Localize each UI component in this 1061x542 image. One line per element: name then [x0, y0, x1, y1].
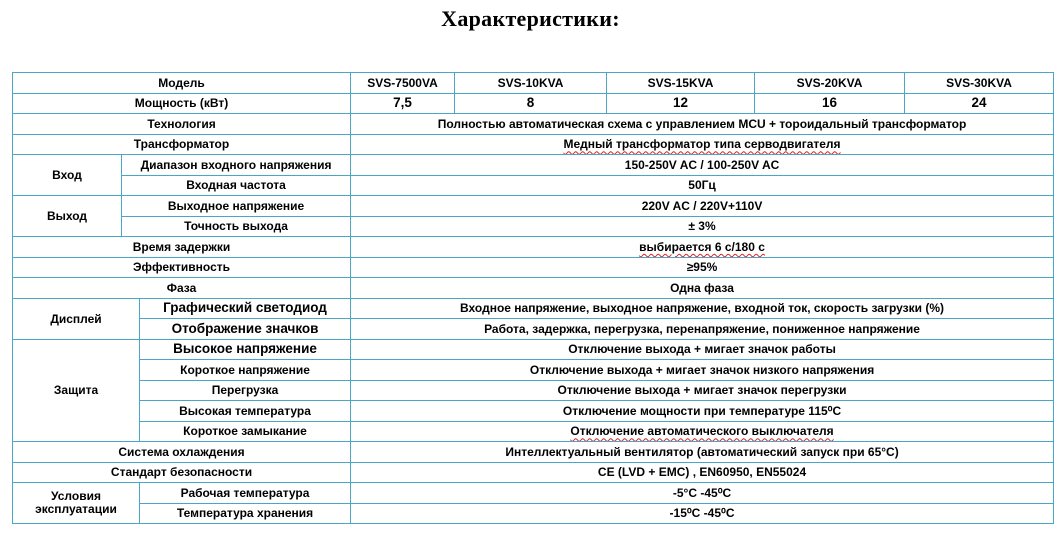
power-cell: 12 [607, 93, 755, 114]
output-voltage-label: Выходное напряжение [122, 196, 351, 217]
display-icons-label: Отображение значков [140, 319, 351, 340]
table-row [13, 462, 1054, 483]
model-cell: SVS-15KVA [607, 73, 755, 94]
protection-overload-value: Отключение выхода + мигает значок перегрузки [351, 380, 1054, 401]
table-row [13, 93, 1054, 114]
conditions-group-label: Условия эксплуатации [13, 483, 140, 524]
cooling-value: Интеллектуальный вентилятор (автоматический запуск при 65°C) [351, 442, 1054, 463]
conditions-work-temp-value: -5°C -45⁰C [351, 483, 1054, 504]
table-row [13, 319, 1054, 340]
display-icons-value: Работа, задержка, перегрузка, перенапряжение, пониженное напряжение [351, 319, 1054, 340]
protection-short-voltage-value: Отключение выхода + мигает значок низкого напряжения [351, 360, 1054, 381]
phase-value: Одна фаза [351, 278, 1054, 299]
safety-label: Стандарт безопасности [13, 462, 351, 483]
delay-label: Время задержки [13, 237, 351, 258]
model-cell: SVS-20KVA [755, 73, 905, 94]
output-group-label: Выход [13, 196, 122, 237]
power-label: Мощность (кВт) [13, 93, 351, 114]
table-row [13, 196, 1054, 217]
protection-short-circuit-label: Короткое замыкание [140, 421, 351, 442]
model-label: Модель [13, 73, 351, 94]
protection-high-voltage-label: Высокое напряжение [140, 339, 351, 360]
display-group-label: Дисплей [13, 298, 140, 339]
transformer-label: Трансформатор [13, 134, 351, 155]
table-row [13, 175, 1054, 196]
protection-high-temp-value: Отключение мощности при температуре 115⁰C [351, 401, 1054, 422]
table-row [13, 380, 1054, 401]
power-cell: 24 [905, 93, 1054, 114]
table-row [13, 401, 1054, 422]
table-row [13, 483, 1054, 504]
transformer-value-text: Медный трансформатор типа серводвигателя [563, 137, 841, 152]
cooling-label: Система охлаждения [13, 442, 351, 463]
efficiency-label: Эффективность [13, 257, 351, 278]
technology-label: Технология [13, 114, 351, 135]
delay-value [351, 237, 1054, 258]
table-row [13, 134, 1054, 155]
spec-table [12, 72, 1054, 524]
table-row [13, 339, 1054, 360]
model-cell: SVS-7500VA [351, 73, 455, 94]
display-led-label: Графический светодиод [140, 298, 351, 319]
transformer-value [351, 134, 1054, 155]
technology-value: Полностью автоматическая схема с управлением MCU + тороидальный трансформатор [351, 114, 1054, 135]
table-row [13, 114, 1054, 135]
page-title: Характеристики: [441, 6, 620, 31]
table-row [13, 216, 1054, 237]
table-row [13, 503, 1054, 524]
phase-label: Фаза [13, 278, 351, 299]
power-cell: 8 [455, 93, 607, 114]
protection-high-voltage-value: Отключение выхода + мигает значок работы [351, 339, 1054, 360]
table-row [13, 421, 1054, 442]
input-group-label: Вход [13, 155, 122, 196]
model-cell: SVS-10KVA [455, 73, 607, 94]
power-cell: 7,5 [351, 93, 455, 114]
power-cell: 16 [755, 93, 905, 114]
table-row [13, 360, 1054, 381]
efficiency-value: ≥95% [351, 257, 1054, 278]
protection-short-voltage-label: Короткое напряжение [140, 360, 351, 381]
output-accuracy-value: ± 3% [351, 216, 1054, 237]
input-voltage-value: 150-250V AC / 100-250V AC [351, 155, 1054, 176]
table-row [13, 155, 1054, 176]
table-row [13, 298, 1054, 319]
input-frequency-label: Входная частота [122, 175, 351, 196]
table-row [13, 257, 1054, 278]
display-led-value: Входное напряжение, выходное напряжение, входной ток, скорость загрузки (%) [351, 298, 1054, 319]
protection-short-circuit-value [351, 421, 1054, 442]
conditions-work-temp-label: Рабочая температура [140, 483, 351, 504]
model-cell: SVS-30KVA [905, 73, 1054, 94]
delay-value-text: выбирается 6 с/180 с [639, 239, 765, 254]
table-row [13, 73, 1054, 94]
protection-short-circuit-value-text: Отключение автоматического выключателя [570, 424, 834, 439]
conditions-storage-temp-value: -15⁰C -45⁰C [351, 503, 1054, 524]
table-row [13, 237, 1054, 258]
input-frequency-value: 50Гц [351, 175, 1054, 196]
safety-value: CE (LVD + EMC) , EN60950, EN55024 [351, 462, 1054, 483]
input-voltage-label: Диапазон входного напряжения [122, 155, 351, 176]
table-row [13, 278, 1054, 299]
protection-group-label: Защита [13, 339, 140, 442]
table-row [13, 442, 1054, 463]
protection-high-temp-label: Высокая температура [140, 401, 351, 422]
conditions-storage-temp-label: Температура хранения [140, 503, 351, 524]
output-voltage-value: 220V AC / 220V+110V [351, 196, 1054, 217]
output-accuracy-label: Точность выхода [122, 216, 351, 237]
protection-overload-label: Перегрузка [140, 380, 351, 401]
